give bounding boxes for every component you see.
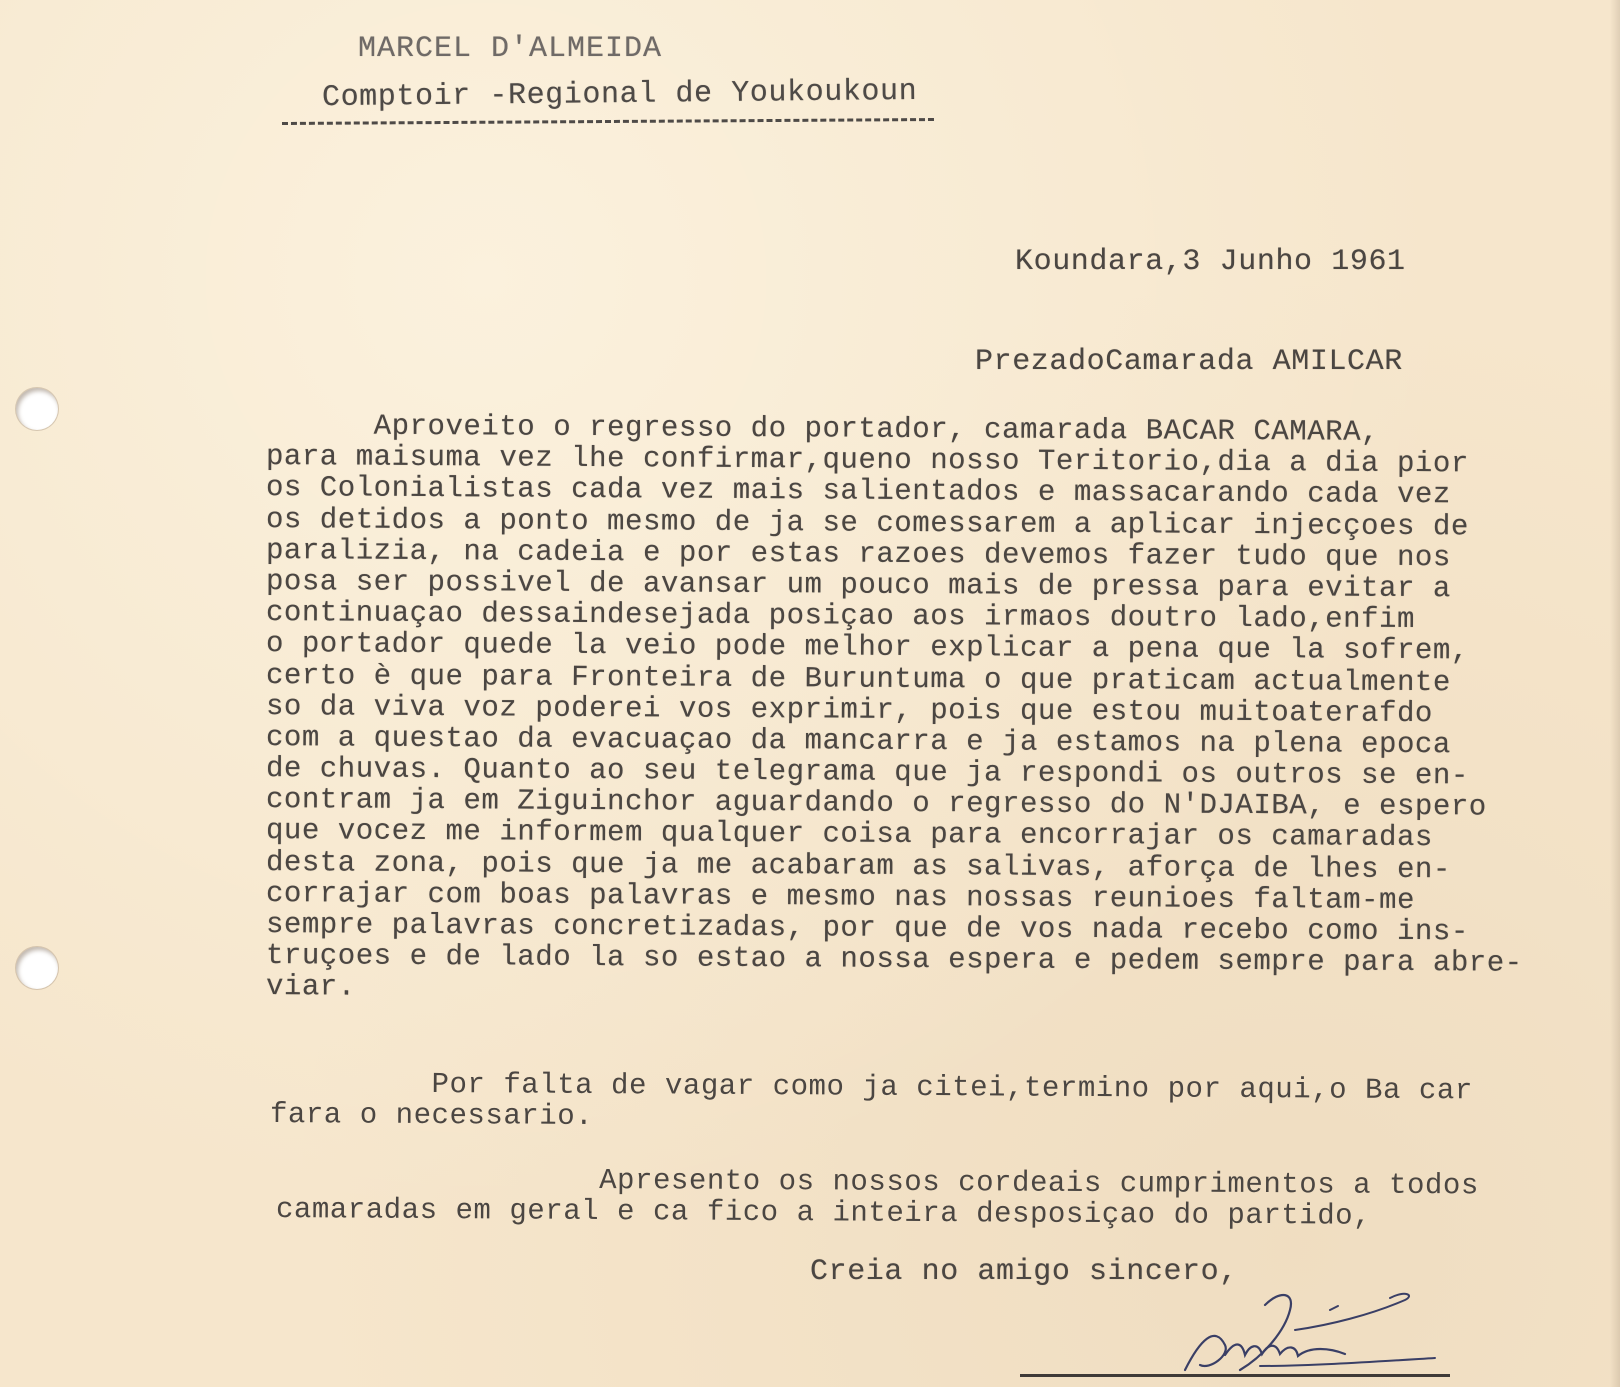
- letterhead-organization: Comptoir -Regional de Youkoukoun: [321, 74, 918, 116]
- body-line: continuaçao dessaindesejada posiçao aos irmaos doutro lado,enfim: [265, 596, 1416, 637]
- body-line: posa ser possivel de avansar um pouco mais de pressa para evitar a: [265, 564, 1451, 606]
- paper-edge-shadow: [1610, 0, 1620, 1387]
- body-line: viar.: [265, 970, 356, 1004]
- body-line: contram ja em Ziguinchor aguardando o regresso do N'DJAIBA, e espero: [265, 783, 1487, 824]
- body-line: corrajar com boas palavras e mesmo nas nossas reunioes faltam-me: [265, 876, 1416, 917]
- body-line: Aproveito o regresso do portador, camarada BACAR CAMARA,: [265, 409, 1380, 449]
- body-line: so da viva voz poderei vos exprimir, pois que estou muitoaterafdo: [265, 689, 1434, 730]
- date-line: Koundara,3 Junho 1961: [1015, 245, 1406, 279]
- letterhead-name: MARCEL D'ALMEIDA: [358, 32, 663, 66]
- body-line: os detidos a ponto mesmo de ja se comessarem a aplicar injecçoes de: [265, 502, 1469, 543]
- body-line: os Colonialistas cada vez mais salientados e massacarando cada vez: [265, 471, 1451, 512]
- body-line: certo è que para Fronteira de Buruntuma o que praticam actualmente: [265, 658, 1451, 699]
- closing-paragraph: [269, 1067, 1473, 1133]
- body-line: para maisuma vez lhe confirmar,queno nosso Teritorio,dia a dia pior: [265, 440, 1469, 481]
- punch-hole-bottom: [16, 947, 58, 989]
- body-line: o portador quede la veio pode melhor explicar a pena que la sofrem,: [265, 627, 1469, 668]
- body-line: sempre palavras concretizadas, por que de vos nada recebo como ins-: [265, 908, 1469, 949]
- body-line: com a questao da evacuaçao da mancarra e ja estamos na plena epoca: [265, 720, 1451, 762]
- regards-line: camaradas em geral e ca fico a inteira desposiçao do partido,: [275, 1193, 1372, 1233]
- regards-paragraph: [275, 1162, 1479, 1233]
- body-line: truçoes e de lado la so estao a nossa espera e pedem sempre para abre-: [265, 939, 1523, 980]
- body-line: que vocez me informem qualquer coisa para encorrajar os camaradas: [265, 814, 1434, 855]
- punch-hole-top: [16, 388, 58, 430]
- sign-off: Creia no amigo sincero,: [810, 1255, 1238, 1289]
- closing-line: Por falta de vagar como ja citei,termino por aqui,o Ba car: [269, 1067, 1473, 1108]
- regards-line: Apresento os nossos cordeais cumprimentos a todos: [275, 1162, 1479, 1203]
- body-line: desta zona, pois que ja me acabaram as salivas, aforça de lhes en-: [265, 845, 1451, 886]
- salutation: PrezadoCamarada AMILCAR: [975, 345, 1403, 379]
- signature-underline: [1020, 1374, 1450, 1377]
- body-line: de chuvas. Quanto ao seu telegrama que ja respondi os outros se en-: [265, 752, 1469, 793]
- closing-line: fara o necessario.: [269, 1098, 594, 1133]
- handwritten-signature: [1170, 1270, 1470, 1380]
- body-line: paralizia, na cadeia e por estas razoes devemos fazer tudo que nos: [265, 533, 1451, 574]
- letter-body: [266, 410, 1596, 1003]
